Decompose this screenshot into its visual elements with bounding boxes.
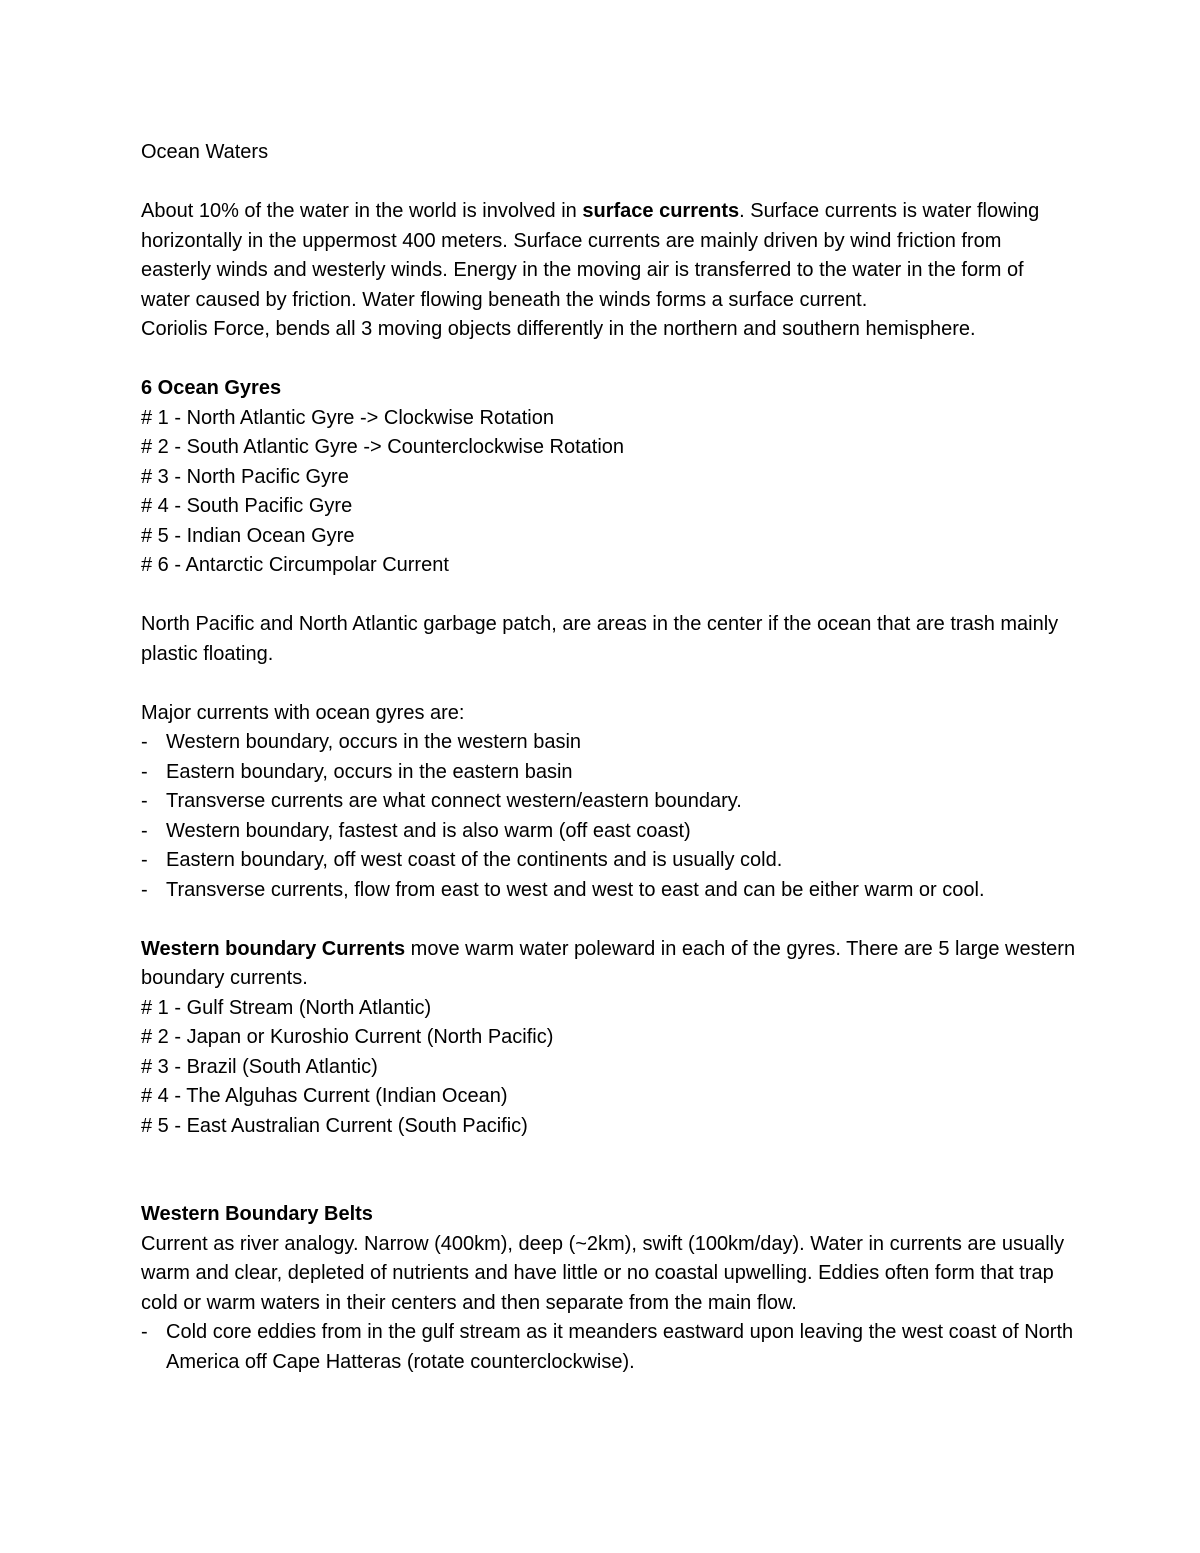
gyres-heading: 6 Ocean Gyres: [141, 377, 282, 399]
list-item-text: Transverse currents are what connect western/eastern boundary.: [166, 790, 742, 812]
dash-bullet: -: [141, 790, 148, 812]
list-item: [141, 758, 1076, 788]
gyre-item: # 3 - North Pacific Gyre: [141, 465, 349, 488]
western-current-item: # 2 - Japan or Kuroshio Current (North Pacific): [141, 1026, 554, 1048]
western-boundary-text: move warm water poleward in each of the gyres. There are 5 large western boundary currents.: [141, 937, 1076, 989]
western-current-item: # 4 - The Alguhas Current (Indian Ocean): [141, 1085, 508, 1107]
gyre-item: # 4 - South Pacific Gyre: [141, 495, 353, 517]
spacer: [141, 345, 1076, 375]
spacer: [141, 168, 1076, 198]
gyre-item: # 6 - Antarctic Circumpolar Current: [141, 554, 449, 576]
intro-text-start: About 10% of the water in the world is involved in: [141, 200, 583, 222]
western-current-item: # 3 - Brazil (South Atlantic): [141, 1055, 378, 1078]
gyre-item: # 2 - South Atlantic Gyre -> Counterclockwise Rotation: [141, 436, 625, 458]
western-boundary-paragraph: [141, 935, 1076, 994]
spacer: [141, 1141, 1076, 1200]
belts-paragraph: Current as river analogy. Narrow (400km), deep (~2km), swift (100km/day). Water in currents are usually warm and clear, depleted of nutrients and have little or no coastal upwelling. Eddies often form that trap cold or warm waters in their centers and then separate from the main flow.: [141, 1232, 1065, 1314]
list-item: [141, 817, 1076, 847]
list-item: [141, 728, 1076, 758]
list-item-text: Eastern boundary, occurs in the eastern basin: [166, 760, 573, 783]
spacer: [141, 669, 1076, 699]
list-item-text: Transverse currents, flow from east to west and west to east and can be either warm or cool.: [166, 878, 985, 901]
belts-heading: Western Boundary Belts: [141, 1203, 373, 1225]
dash-bullet: -: [141, 1321, 148, 1343]
garbage-patch-paragraph: North Pacific and North Atlantic garbage patch, are areas in the center if the ocean that are trash mainly plastic floating.: [141, 613, 1059, 665]
coriolis-paragraph: Coriolis Force, bends all 3 moving objects differently in the northern and southern hemisphere.: [141, 318, 976, 340]
dash-bullet: -: [141, 819, 148, 842]
dash-bullet: -: [141, 849, 148, 871]
western-boundary-term: Western boundary Currents: [141, 937, 406, 960]
list-item: [141, 846, 1076, 876]
intro-paragraph: [141, 197, 1076, 315]
western-current-item: # 5 - East Australian Current (South Pacific): [141, 1114, 528, 1137]
dash-bullet: -: [141, 731, 148, 753]
intro-text-end: . Surface currents is water flowing horizontally in the uppermost 400 meters. Surface currents are mainly driven by wind friction from easterly winds and westerly winds. Energy in the moving air is transferred to the water in the form of water caused by friction. Water flowing beneath the winds forms a surface current.: [141, 200, 1040, 311]
dash-bullet: -: [141, 878, 148, 901]
list-item: [141, 787, 1076, 817]
list-item-text: Cold core eddies from in the gulf stream as it meanders eastward upon leaving the west coast of North America off Cape Hatteras (rotate counterclockwise).: [166, 1321, 1074, 1373]
list-item-text: Western boundary, fastest and is also warm (off east coast): [166, 819, 691, 842]
belts-list: [141, 1318, 1076, 1377]
document-page: [141, 138, 1076, 1377]
list-item-text: Western boundary, occurs in the western basin: [166, 731, 582, 753]
spacer: [141, 905, 1076, 935]
dash-bullet: -: [141, 760, 148, 783]
major-currents-list: [141, 728, 1076, 905]
document-title: Ocean Waters: [141, 141, 269, 163]
surface-currents-term: surface currents: [582, 200, 740, 222]
list-item-text: Eastern boundary, off west coast of the continents and is usually cold.: [166, 849, 783, 871]
list-item: [141, 876, 1076, 906]
western-current-item: # 1 - Gulf Stream (North Atlantic): [141, 996, 432, 1019]
gyre-item: # 1 - North Atlantic Gyre -> Clockwise Rotation: [141, 406, 554, 429]
major-currents-intro: Major currents with ocean gyres are:: [141, 701, 465, 724]
gyre-item: # 5 - Indian Ocean Gyre: [141, 524, 355, 547]
list-item: [141, 1318, 1076, 1377]
spacer: [141, 581, 1076, 611]
